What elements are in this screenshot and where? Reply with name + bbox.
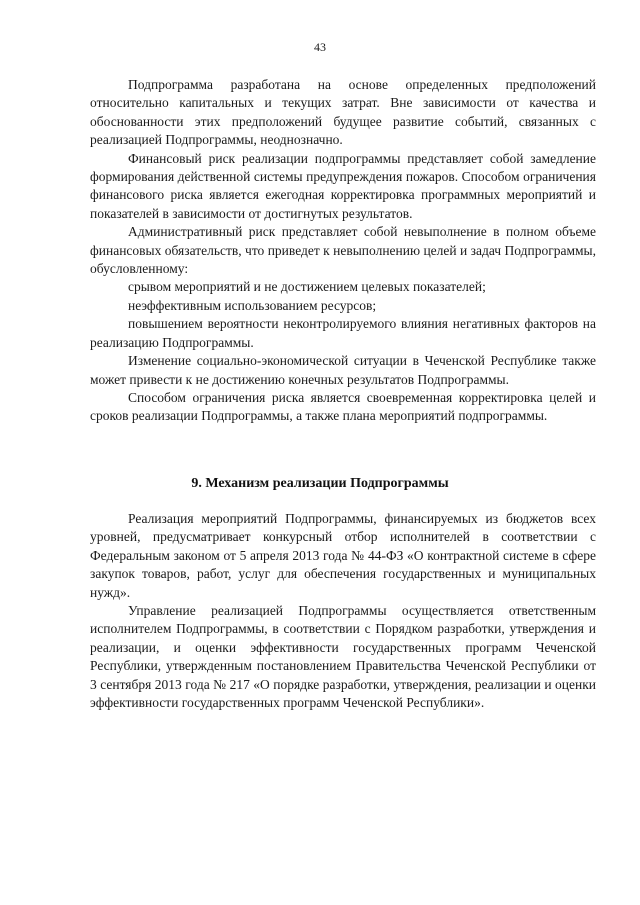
paragraph: Административный риск представляет собой невыполнение в полном объеме финансовых обязательств, что приведет к невыполнению целей и задач Подпрограммы, обусловленному:	[90, 224, 596, 277]
paragraph: Подпрограмма разработана на основе определенных предположений относительно капитальных и текущих затрат. Вне зависимости от качества и обоснованности этих предположений будущее развитие событий, связанных с реализацией Подпрограммы, неоднозначно.	[90, 77, 596, 148]
paragraph: Способом ограничения риска является своевременная корректировка целей и сроков реализации Подпрограммы, а также плана мероприятий подпрограммы.	[90, 389, 596, 424]
page-number: 43	[314, 40, 326, 54]
section-heading: 9. Механизм реализации Подпрограммы	[191, 476, 449, 491]
paragraph: Финансовый риск реализации подпрограммы представляет собой замедление формирования действенной системы предупреждения пожаров. Способом ограничения финансового риска является ежегодная корректировка программных мероприятий и показателей в зависимости от достигнутых результатов.	[90, 150, 596, 221]
list-item: срывом мероприятий и не достижением целевых показателей;	[128, 279, 486, 295]
list-item: неэффективным использованием ресурсов;	[128, 297, 377, 313]
list-item: повышением вероятности неконтролируемого влияния негативных факторов на реализацию Подпрограммы.	[90, 316, 596, 350]
paragraph: Управление реализацией Подпрограммы осуществляется ответственным исполнителем Подпрограммы, в соответствии с Порядком разработки, утверждения и реализации, и оценки эффективности государственных программ Чеченской Республики, утвержденным постановлением Правительства Чеченской Республики от 3 сентября 2013 года № 217 «О порядке разработки, утверждения, реализации и оценки эффективности государственных программ Чеченской Республики».	[90, 603, 596, 711]
body-text-after	[90, 510, 596, 712]
body-text-before	[90, 76, 596, 426]
paragraph: Изменение социально-экономической ситуации в Чеченской Республике также может привести к не достижению конечных результатов Подпрограммы.	[90, 353, 596, 387]
paragraph: Реализация мероприятий Подпрограммы, финансируемых из бюджетов всех уровней, предусматривает конкурсный отбор исполнителей в соответствии с Федеральным законом от 5 апреля 2013 года № 44-ФЗ «О контрактной системе в сфере закупок товаров, работ, услуг для обеспечения государственных и муниципальных нужд».	[90, 511, 596, 600]
